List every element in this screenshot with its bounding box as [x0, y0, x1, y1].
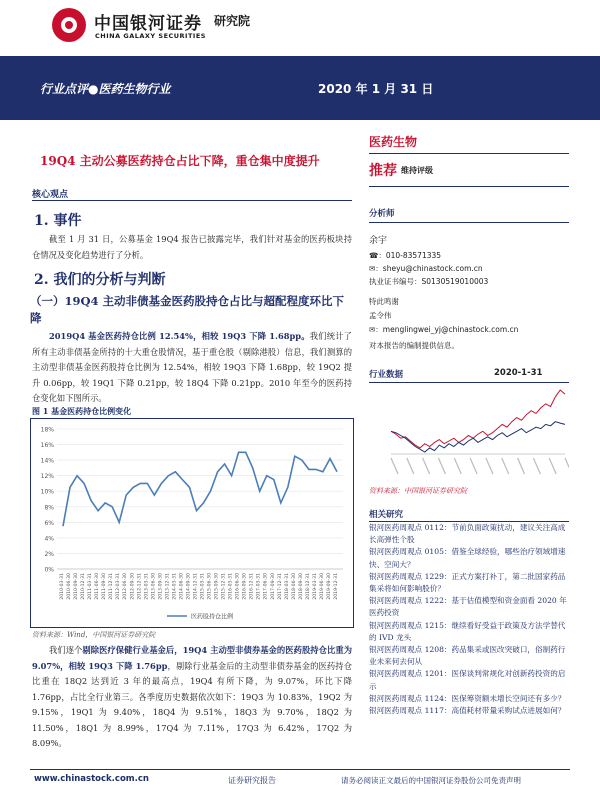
related-item[interactable]: 银河医药周观点 1229：正式方案打补丁，第二批国家药品集采将如何影响股价？	[369, 571, 566, 594]
fig1-y-tick: 8%	[44, 504, 54, 512]
mini-x-tick	[502, 458, 509, 474]
report-title: 19Q4 主动公募医药持仓占比下降，重仓集中度提升	[40, 154, 320, 168]
mini-x-tick	[533, 458, 540, 474]
divider	[369, 222, 569, 223]
paragraph-3-body: ，剔除行业基金后的主动型非债券基金的医药持仓比重在 18Q2 达到近 3 年的最高点，19Q4 有所下降，为 9.07%，环比下降 1.76pp，占比全行业第三。各季度历史数据依次如下：19Q3 为 10.83%，19Q2 为 9.15%，19Q1 为 9.40%，18Q4 为 9.51%，18Q3 为 9.70%，18Q2 为 11.50%，18Q1 为 8.99%，17Q4 为 7.11%，17Q3 为 6.42%，17Q2 为 8.09%。	[32, 660, 352, 748]
brand-name-en: CHINA GALAXY SECURITIES	[95, 32, 206, 40]
divider	[369, 382, 569, 383]
fig1-x-tick: 2018-09-30	[298, 573, 304, 600]
mini-x-tick	[438, 458, 445, 474]
related-item[interactable]: 银河医药周观点 1124：医保筹资额未增长空间还有多少？	[369, 693, 566, 703]
fig1-x-tick: 2010-03-31	[60, 573, 65, 600]
brand-name-cn: 中国银河证券	[94, 14, 202, 34]
brand-institute: 研究院	[214, 14, 251, 28]
fig1-x-tick: 2016-12-31	[249, 573, 255, 600]
fig1-x-tick: 2014-12-31	[193, 573, 199, 600]
fig1-x-tick: 2016-03-31	[228, 573, 234, 600]
rating: 推荐	[369, 163, 397, 179]
fig1-y-tick: 2%	[44, 550, 54, 558]
mini-x-tick	[391, 458, 398, 474]
fig1-x-tick: 2011-12-31	[109, 573, 115, 600]
section2-title: 2. 我们的分析与判断	[34, 272, 166, 288]
fig1-x-tick: 2011-09-30	[102, 573, 108, 600]
fig1-x-tick: 2015-09-30	[214, 573, 220, 600]
fig1-x-tick: 2013-09-30	[158, 573, 164, 600]
fig1-x-tick: 2014-03-31	[172, 573, 178, 600]
fig1-y-tick: 6%	[44, 519, 54, 527]
fig1-x-tick: 2018-03-31	[284, 573, 290, 600]
fig1-x-tick: 2019-12-31	[334, 573, 339, 600]
contact-email[interactable]: menglingwei_yj@chinastock.com.cn	[382, 325, 519, 334]
fig1-x-tick: 2010-06-30	[67, 573, 73, 600]
mini-x-tick	[407, 458, 414, 474]
industry-data-date: 2020-1-31	[494, 368, 543, 378]
analyst-label: 分析师	[369, 209, 395, 219]
analyst-phone-row	[369, 250, 441, 261]
mini-x-tick	[518, 458, 525, 474]
fig1-x-tick: 2019-06-30	[319, 573, 325, 600]
section1-text: 截至 1 月 31 日，公募基金 19Q4 报告已披露完毕，我们针对基金的医药板块持仓情况及变化趋势进行了分析。	[32, 234, 352, 260]
fig1-x-tick: 2017-03-31	[256, 573, 262, 600]
fig1-x-tick: 2017-09-30	[270, 573, 276, 600]
fig1-x-tick: 2018-12-31	[305, 573, 311, 600]
fig1-series-line	[63, 452, 337, 526]
brand-logo-icon	[52, 8, 86, 42]
fig1-x-tick: 2012-12-31	[137, 573, 143, 600]
contact-email-row	[369, 324, 518, 335]
email-icon: ✉：	[369, 264, 383, 273]
contact-name: 孟令伟	[369, 311, 392, 320]
paragraph-3	[32, 643, 352, 752]
fig1-x-tick: 2015-12-31	[221, 573, 227, 600]
fig1-x-tick: 2012-03-31	[116, 573, 122, 600]
paragraph-3-lead: 我们逐个	[49, 645, 83, 655]
sector-name: 医药生物	[369, 135, 418, 149]
contact-label: 特此鸣谢	[369, 297, 399, 306]
fig1-x-tick: 2012-06-30	[123, 573, 129, 600]
fig1-x-tick: 2011-06-30	[95, 573, 101, 600]
related-item[interactable]: 银河医药周观点 1201：医保谈判常规化对创新药投资的启示	[369, 669, 566, 691]
related-item[interactable]: 银河医药周观点 0105：借鉴全球经验，哪些治疗领域增速快、空间大？	[369, 547, 566, 569]
fig1-y-tick: 16%	[40, 442, 54, 450]
industry-data-source: 资料来源：中国银河证券研究院	[369, 487, 467, 495]
footer-divider	[30, 769, 570, 770]
footer-url[interactable]: www.chinastock.com.cn	[34, 774, 149, 784]
fig1-y-tick: 0%	[44, 566, 54, 574]
analyst-email[interactable]: sheyu@chinastock.com.cn	[382, 264, 483, 273]
mini-series-line	[391, 422, 565, 452]
related-item[interactable]: 银河医药周观点 1215：继续看好受益于政策及方法学替代的 IVD 龙头	[369, 620, 566, 642]
subsection1-title: （一）19Q4 主动非债基金医药股持仓占比与超配程度环比下降	[30, 294, 345, 325]
fig1-x-tick: 2010-12-31	[81, 573, 87, 600]
industry-mini-chart	[369, 384, 569, 482]
fig1-x-tick: 2016-09-30	[242, 573, 248, 600]
analyst-email-row	[369, 263, 483, 274]
fig1-y-tick: 10%	[40, 488, 54, 496]
footer-doc-type: 证券研究报告	[228, 776, 276, 785]
related-item[interactable]: 银河医药周观点 0112：节前负面政策扰动，建议关注高成长高弹性个股	[369, 523, 566, 545]
section1-title: 1. 事件	[34, 213, 82, 229]
paragraph-2	[32, 329, 352, 407]
figure1-source: 资料来源：Wind，中国银河证券研究院	[32, 631, 156, 639]
email-icon: ✉：	[369, 325, 383, 334]
footer-disclaimer: 请务必阅读正文最后的中国银河证券股份公司免责声明	[341, 776, 521, 785]
paragraph-3-highlight: 剔除医疗保健行业基金后，19Q4 主动型非债券基金的医药股持仓比重为 9.07%，相较 19Q3 下降 1.76pp	[32, 645, 352, 671]
figure1-chart	[31, 419, 353, 627]
fig1-x-tick: 2015-03-31	[200, 573, 206, 600]
core-label: 核心观点	[32, 190, 69, 200]
related-research-label: 相关研究	[369, 510, 404, 520]
fig1-x-tick: 2019-09-30	[326, 573, 332, 600]
mini-x-tick	[423, 458, 430, 474]
fig1-y-tick: 18%	[40, 426, 54, 434]
figure1-frame	[30, 418, 354, 628]
fig1-legend-label: 医药股持仓比例	[191, 613, 234, 621]
fig1-x-tick: 2014-09-30	[186, 573, 192, 600]
fig1-x-tick: 2014-06-30	[179, 573, 185, 600]
divider	[32, 200, 352, 201]
fig1-y-tick: 12%	[40, 473, 54, 481]
fig1-x-tick: 2015-06-30	[207, 573, 213, 600]
fig1-y-tick: 4%	[44, 535, 54, 543]
report-type: 行业点评●医药生物行业	[40, 82, 171, 96]
fig1-x-tick: 2013-03-31	[144, 573, 150, 600]
fig1-x-tick: 2013-06-30	[151, 573, 157, 600]
fig1-x-tick: 2013-12-31	[165, 573, 171, 600]
fig1-x-tick: 2017-06-30	[263, 573, 269, 600]
mini-x-tick	[486, 458, 493, 474]
related-item[interactable]: 银河医药周观点 1222：基于估值模型和资金面看 2020 年医药投资	[369, 596, 567, 618]
fig1-x-tick: 2017-12-31	[277, 573, 283, 600]
report-date: 2020 年 1 月 31 日	[318, 82, 434, 96]
analyst-name: 余宇	[369, 236, 388, 246]
related-item[interactable]: 银河医药周观点 1117：高值耗材带量采购试点进展如何？	[369, 706, 566, 716]
fig1-x-tick: 2016-06-30	[235, 573, 241, 600]
mini-series-line	[391, 390, 565, 448]
fig1-x-tick: 2019-03-31	[312, 573, 318, 600]
figure1-title: 图 1 基金医药持仓比例变化	[32, 406, 132, 416]
fig1-x-tick: 2011-03-31	[88, 573, 94, 600]
fig1-x-tick: 2010-09-30	[74, 573, 80, 600]
related-item[interactable]: 银河医药周观点 1208：药品集采或医改突破口，俗制药行业未来何去何从	[369, 645, 566, 667]
industry-data-label: 行业数据	[369, 370, 404, 380]
mini-x-tick	[549, 458, 556, 474]
fig1-y-tick: 14%	[40, 457, 54, 465]
related-research-list	[369, 522, 571, 717]
paragraph-2-highlight: 2019Q4 基金医药持仓比例 12.54%，相较 19Q3 下降 1.68pp。	[49, 331, 310, 341]
analyst-license: 执业证书编号：S0130519010003	[369, 277, 489, 286]
divider	[369, 153, 569, 154]
fig1-x-tick: 2018-06-30	[291, 573, 297, 600]
rating-sub: 维持评级	[401, 165, 433, 175]
mini-x-tick	[470, 458, 477, 474]
contact-note: 对本报告的编制提供信息。	[369, 341, 459, 350]
mini-x-tick	[565, 458, 569, 474]
paragraph-2-body: 我们统计了所有主动非债基金所持的十大重仓股情况，基于重仓股（剔除港股）信息，我们测算的主动型非债基金医药股持仓比例为 12.54%，相较 19Q3 下降 1.68pp，较 19Q2 提升 0.06pp，较 19Q1 下降 0.21pp，较 18Q4 下降 0.21pp。2010 年至今的医药持仓变化如下图所示。	[32, 331, 352, 403]
mini-x-tick	[454, 458, 461, 474]
divider	[369, 186, 569, 187]
fig1-x-tick: 2012-09-30	[130, 573, 136, 600]
analyst-phone: 010-83571335	[385, 251, 442, 260]
phone-icon: ☎：	[369, 251, 386, 260]
